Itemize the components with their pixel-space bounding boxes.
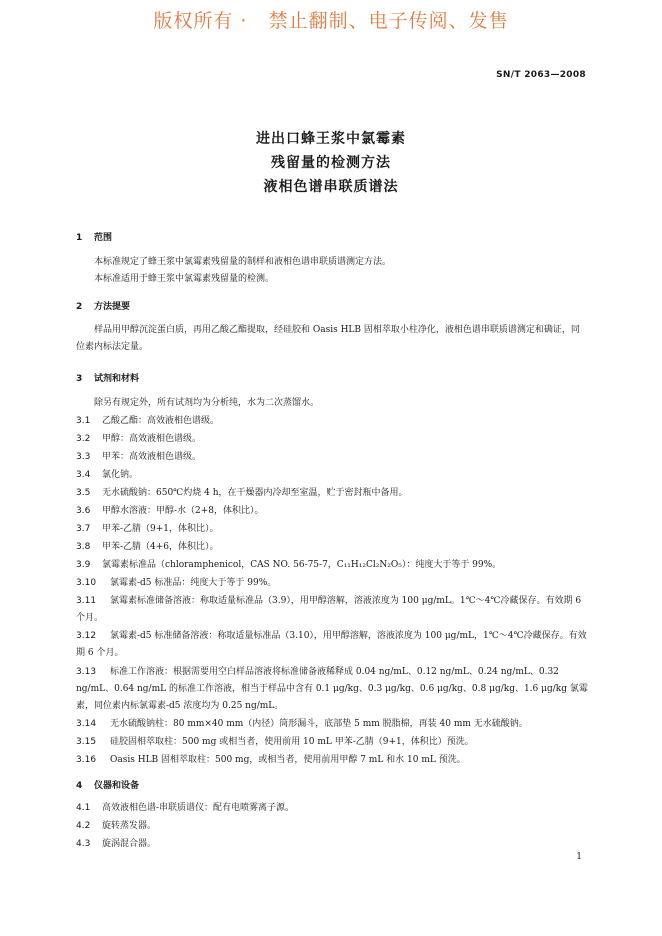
list-item: 3.5 无水硫酸钠：650℃灼烧 4 h，在干燥器内冷却至室温，贮于密封瓶中备用。 bbox=[76, 488, 408, 498]
list-item: 3.10 氯霉素-d5 标准品：纯度大于等于 99%。 bbox=[76, 578, 277, 588]
list-item: 3.3 甲苯：高效液相色谱级。 bbox=[76, 452, 202, 462]
paragraph: 样品用甲醇沉淀蛋白质，再用乙酸乙酯提取，经硅胶和 Oasis HLB 固相萃取小柱净化，液相色谱串联质谱测定和确证，同位素内标法定量。 bbox=[76, 325, 580, 352]
page-number: 1 bbox=[576, 852, 582, 862]
list-item: 3.7 甲苯-乙腈（9+1，体积比）。 bbox=[76, 524, 219, 534]
list-item: 3.9 氯霉素标准品（chloramphenicol，CAS NO. 56-75-7，C₁₁H₁₂Cl₂N₂O₅）：纯度大于等于 99%。 bbox=[76, 560, 502, 570]
list-item: 3.13 标准工作溶液：根据需要用空白样品溶液将标准储备液稀释成 0.04 ng/mL、0.12 ng/mL、0.24 ng/mL、0.32 ng/mL、0.64 ng/mL 的标准工作溶液，相当于样品中含有 0.1 μg/kg、0.3 μg/kg、0.6 μg/kg、0.8 μg/kg、1.6 μg/kg 氯霉素，同位素内标氯霉素-d5 浓度均为 0.25 ng/mL。 bbox=[76, 667, 588, 711]
list-item: 3.1 乙酸乙酯：高效液相色谱级。 bbox=[76, 416, 220, 426]
paragraph: 本标准规定了蜂王浆中氯霉素残留量的制样和液相色谱串联质谱测定方法。 bbox=[94, 257, 392, 267]
section-number: 1 bbox=[76, 233, 83, 243]
section-heading-method bbox=[76, 299, 130, 312]
section-title: 方法提要 bbox=[94, 302, 131, 312]
list-item: 3.2 甲醇：高效液相色谱级。 bbox=[76, 434, 202, 444]
list-item: 3.6 甲醇水溶液：甲醇-水（2+8，体积比）。 bbox=[76, 506, 264, 516]
list-item: 3.14 无水硫酸钠柱：80 mm×40 mm（内径）筒形漏斗，底部垫 5 mm 脱脂棉，再装 40 mm 无水硫酸钠。 bbox=[76, 719, 528, 729]
list-item: 3.4 氯化钠。 bbox=[76, 470, 139, 480]
list-item: 4.1 高效液相色谱-串联质谱仪：配有电喷雾离子源。 bbox=[76, 803, 295, 813]
title-line-1: 进出口蜂王浆中氯霉素 bbox=[256, 131, 406, 147]
watermark-banner: 版权所有 · 禁止翻制、电子传阅、发售 bbox=[153, 10, 509, 32]
list-item: 3.11 氯霉素标准储备溶液：称取适量标准品（3.9），用甲醇溶解，溶液浓度为 100 μg/mL。1℃～4℃冷藏保存。有效期 6 个月。 bbox=[76, 596, 582, 623]
section-heading-scope bbox=[76, 230, 112, 243]
list-item: 3.16 Oasis HLB 固相萃取柱：500 mg，或相当者，使用前用甲醇 7 mL 和水 10 mL 预洗。 bbox=[76, 755, 466, 765]
section-title: 仪器和设备 bbox=[94, 781, 140, 791]
section-title: 试剂和材料 bbox=[94, 374, 140, 384]
section-number: 3 bbox=[76, 374, 83, 384]
section-title: 范围 bbox=[94, 233, 113, 243]
paragraph: 除另有规定外，所有试剂均为分析纯，水为二次蒸馏水。 bbox=[94, 398, 320, 408]
title-line-2: 残留量的检测方法 bbox=[271, 155, 391, 171]
section-heading-instruments bbox=[76, 778, 139, 791]
section-number: 2 bbox=[76, 302, 83, 312]
standard-code: SN/T 2063—2008 bbox=[496, 70, 586, 80]
list-item: 3.15 硅胶固相萃取柱：500 mg 或相当者，使用前用 10 mL 甲苯-乙腈（9+1，体积比）预洗。 bbox=[76, 737, 474, 747]
title-line-3: 液相色谱串联质谱法 bbox=[263, 179, 399, 195]
section-heading-reagents bbox=[76, 371, 139, 384]
section-number: 4 bbox=[76, 781, 83, 791]
list-item: 3.12 氯霉素-d5 标准储备溶液：称取适量标准品（3.10），用甲醇溶解，溶液浓度为 100 μg/mL，1℃～4℃冷藏保存。有效期 6 个月。 bbox=[76, 631, 587, 658]
paragraph: 本标准适用于蜂王浆中氯霉素残留量的检测。 bbox=[94, 274, 275, 284]
list-item: 3.8 甲苯-乙腈（4+6，体积比）。 bbox=[76, 542, 219, 552]
list-item: 4.2 旋转蒸发器。 bbox=[76, 821, 157, 831]
list-item: 4.3 旋涡混合器。 bbox=[76, 839, 157, 849]
